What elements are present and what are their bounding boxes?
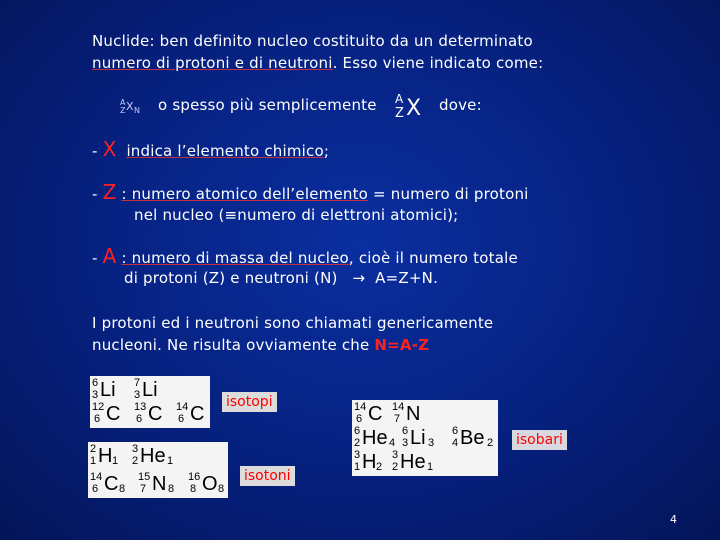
mass-number: 14	[354, 401, 367, 413]
z-item-line-2: nel nucleo (≡numero di elettroni atomici);	[134, 206, 459, 224]
a-item-line-2b: A=Z+N.	[375, 269, 439, 287]
label-isotopi: isotopi	[222, 392, 277, 412]
z-item-text-b: = numero di protoni	[368, 185, 529, 203]
x-item-text: indica l’elemento chimico	[126, 142, 324, 160]
mass-number: 7	[134, 377, 141, 389]
atomic-number: 7	[140, 483, 147, 495]
atomic-number: 6	[92, 483, 99, 495]
atomic-number: 2	[354, 437, 361, 449]
small-notation-n: N	[134, 106, 140, 115]
page-number: 4	[670, 513, 677, 526]
mass-number: 6	[92, 377, 99, 389]
mass-number: 3	[392, 449, 399, 461]
nuclide-he3	[132, 444, 178, 468]
atomic-number: 2	[132, 455, 139, 467]
nuclide-o16	[188, 472, 228, 496]
small-notation-x: X	[126, 100, 134, 113]
mass-number: 16	[188, 471, 201, 483]
element-symbol: He	[362, 427, 388, 449]
intro-underlined: numero di protoni e di neutroni	[92, 54, 333, 72]
atomic-number: 6	[94, 413, 101, 425]
nucleons-formula: N=A-Z	[374, 336, 430, 354]
element-symbol: He	[140, 445, 166, 467]
neutron-number: 1	[112, 455, 119, 467]
element-symbol: Li	[142, 379, 158, 401]
atomic-number: 3	[92, 389, 99, 401]
neutron-number: 2	[487, 437, 494, 449]
atomic-number: 2	[392, 461, 399, 473]
isobars-box	[352, 400, 498, 476]
a-item-text-a: : numero di massa del nucleo	[121, 249, 349, 267]
atomic-number: 4	[452, 437, 459, 449]
intro-line-2-rest: . Esso viene indicato come:	[332, 54, 544, 72]
mass-number: 14	[176, 401, 189, 413]
notation-middle-text: o spesso più semplicemente	[158, 96, 377, 114]
mass-number: 3	[132, 443, 139, 455]
nuclide-h2	[90, 444, 128, 468]
mass-number: 15	[138, 471, 151, 483]
z-item-symbol: Z	[102, 180, 117, 204]
isotopes-box	[90, 376, 210, 428]
element-symbol: H	[362, 451, 377, 473]
element-symbol: O	[202, 473, 218, 495]
element-symbol: Be	[460, 427, 485, 449]
big-notation-z: Z	[395, 106, 404, 121]
mass-number: 6	[402, 425, 409, 437]
element-symbol: Li	[410, 427, 426, 449]
element-symbol: C	[106, 403, 121, 425]
intro-line-2	[92, 53, 543, 73]
element-symbol: Li	[100, 379, 116, 401]
nuclide-c14	[176, 402, 210, 426]
neutron-number: 8	[218, 483, 225, 495]
arrow-icon: →	[352, 269, 366, 287]
atomic-number: 6	[356, 413, 363, 425]
neutron-number: 8	[119, 483, 126, 495]
a-item-line-1	[92, 246, 518, 268]
z-item-dash: -	[92, 185, 98, 203]
big-notation	[393, 92, 429, 126]
atomic-number: 7	[394, 413, 401, 425]
nuclide-li6	[92, 378, 128, 402]
element-symbol: C	[368, 403, 383, 425]
neutron-number: 3	[428, 437, 435, 449]
element-symbol: C	[148, 403, 163, 425]
nuclide-c13	[134, 402, 170, 426]
neutron-number: 2	[376, 461, 383, 473]
intro-line-1: Nuclide: ben definito nucleo costituito da un determinato	[92, 32, 533, 50]
element-symbol: N	[406, 403, 421, 425]
atomic-number: 1	[90, 455, 97, 467]
big-notation-x: X	[406, 96, 422, 121]
mass-number: 2	[90, 443, 97, 455]
nuclide-h3	[354, 450, 394, 474]
atomic-number: 3	[134, 389, 141, 401]
nucleons-line-2	[92, 335, 429, 355]
nuclide-he3-isobar	[392, 450, 438, 474]
atomic-number: 6	[136, 413, 143, 425]
x-item	[92, 139, 329, 161]
neutron-number: 1	[167, 455, 174, 467]
nuclide-li7	[134, 378, 170, 402]
z-item-line-1	[92, 182, 529, 204]
mass-number: 14	[392, 401, 405, 413]
x-item-dash: -	[92, 142, 98, 160]
a-item-symbol: A	[102, 244, 117, 268]
mass-number: 14	[90, 471, 103, 483]
a-item-line-2a: di protoni (Z) e neutroni (N)	[124, 269, 338, 287]
x-item-symbol: X	[102, 137, 117, 161]
atomic-number: 6	[178, 413, 185, 425]
small-notation	[118, 96, 146, 118]
nuclide-c14-isotone	[90, 472, 130, 496]
a-item-text-b: , cioè il numero totale	[348, 249, 518, 267]
label-isobari: isobari	[512, 430, 567, 450]
mass-number: 6	[354, 425, 361, 437]
atomic-number: 1	[354, 461, 361, 473]
label-isotoni: isotoni	[240, 466, 295, 486]
nuclide-be6	[452, 426, 498, 450]
element-symbol: He	[400, 451, 426, 473]
element-symbol: C	[104, 473, 119, 495]
nuclide-n15	[138, 472, 178, 496]
neutron-number: 4	[389, 437, 396, 449]
element-symbol: C	[190, 403, 205, 425]
nuclide-li6-isobar	[402, 426, 444, 450]
mass-number: 12	[92, 401, 105, 413]
a-item-line-2	[124, 268, 438, 288]
nuclide-c14-isobar	[354, 402, 388, 426]
big-notation-a: A	[395, 92, 404, 106]
element-symbol: H	[98, 445, 113, 467]
atomic-number: 3	[402, 437, 409, 449]
notation-dove: dove:	[439, 96, 482, 114]
atomic-number: 8	[190, 483, 197, 495]
isotones-box	[88, 442, 228, 498]
neutron-number: 1	[427, 461, 434, 473]
mass-number: 6	[452, 425, 459, 437]
element-symbol: N	[152, 473, 167, 495]
x-item-semi: ;	[323, 142, 330, 160]
small-notation-a: A	[120, 98, 126, 107]
mass-number: 3	[354, 449, 361, 461]
nuclide-he6	[354, 426, 400, 450]
nucleons-line-2a: nucleoni. Ne risulta ovviamente che	[92, 336, 375, 354]
nuclide-c12	[92, 402, 128, 426]
z-item-text-a: : numero atomico dell’elemento	[121, 185, 369, 203]
a-item-dash: -	[92, 249, 98, 267]
mass-number: 13	[134, 401, 147, 413]
nucleons-line-1: I protoni ed i neutroni sono chiamati genericamente	[92, 314, 494, 332]
small-notation-z: Z	[120, 106, 126, 115]
nuclide-n14	[392, 402, 426, 426]
neutron-number: 8	[168, 483, 175, 495]
